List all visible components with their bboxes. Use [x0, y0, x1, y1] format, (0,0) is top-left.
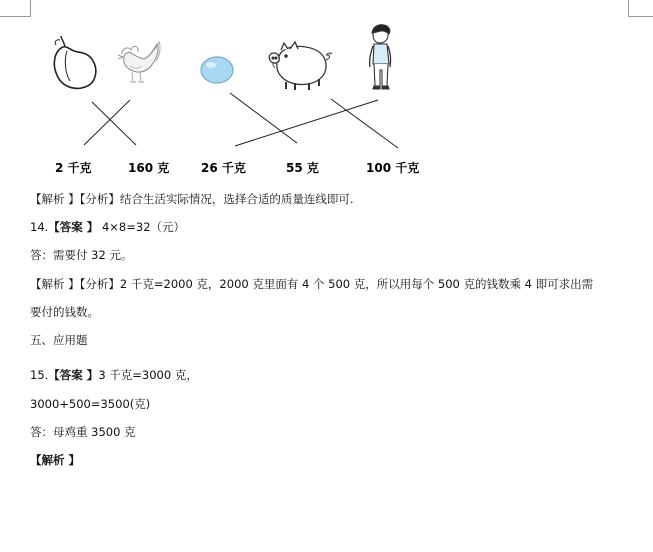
- analysis-14-line-1: 【解析 】【分析】2 千克=2000 克，2000 克里面有 4 个 500 克，所以用每个 500 克的钱数乘 4 即可求出需: [30, 277, 594, 291]
- answer-statement-14: 答：需要付 32 元。: [30, 248, 133, 262]
- answer-text: 3 千克=3000 克，: [98, 368, 198, 382]
- weight-label-100kg: 100 千克: [366, 161, 420, 175]
- weight-label-160g: 160 克: [128, 161, 170, 175]
- question-number: 14.: [30, 220, 49, 234]
- line-rooster-to-2kg: [84, 100, 130, 145]
- matching-figure: [30, 20, 430, 180]
- weight-label-26kg: 26 千克: [201, 161, 246, 175]
- weight-label-2kg: 2 千克: [55, 161, 92, 175]
- question-number: 15.: [30, 368, 49, 382]
- line-egg-to-55g: [230, 93, 297, 143]
- pear-icon: [54, 36, 95, 88]
- line-boy-to-26kg: [235, 100, 378, 146]
- calculation-15: 3000+500=3500(克): [30, 397, 151, 411]
- line-pear-to-2kg: [92, 102, 136, 145]
- connection-lines: [84, 93, 398, 148]
- rooster-icon: [118, 42, 160, 82]
- answer-text: 4×8=32（元）: [98, 220, 186, 234]
- weight-label-55g: 55 克: [286, 161, 319, 175]
- page-corner-mark-right: [628, 0, 653, 17]
- section-heading-application: 五、应用题: [30, 333, 88, 347]
- pig-icon: [269, 42, 332, 90]
- line-pig-to-100kg: [331, 99, 398, 148]
- analysis-14-line-2: 要付的钱数。: [30, 305, 99, 319]
- analysis-13: 【解析 】【分析】结合生活实际情况，选择合适的质量连线即可.: [30, 192, 354, 206]
- page-corner-mark-left: [0, 0, 31, 17]
- answer-label: 【答案 】: [48, 368, 99, 382]
- answer-15: [30, 367, 198, 383]
- answer-label: 【答案 】: [48, 220, 99, 234]
- answer-14: [30, 219, 185, 235]
- analysis-15: 【解析 】: [30, 453, 81, 467]
- answer-statement-15: 答：母鸡重 3500 克: [30, 425, 136, 439]
- boy-icon: [370, 25, 391, 89]
- egg-icon: [201, 57, 233, 83]
